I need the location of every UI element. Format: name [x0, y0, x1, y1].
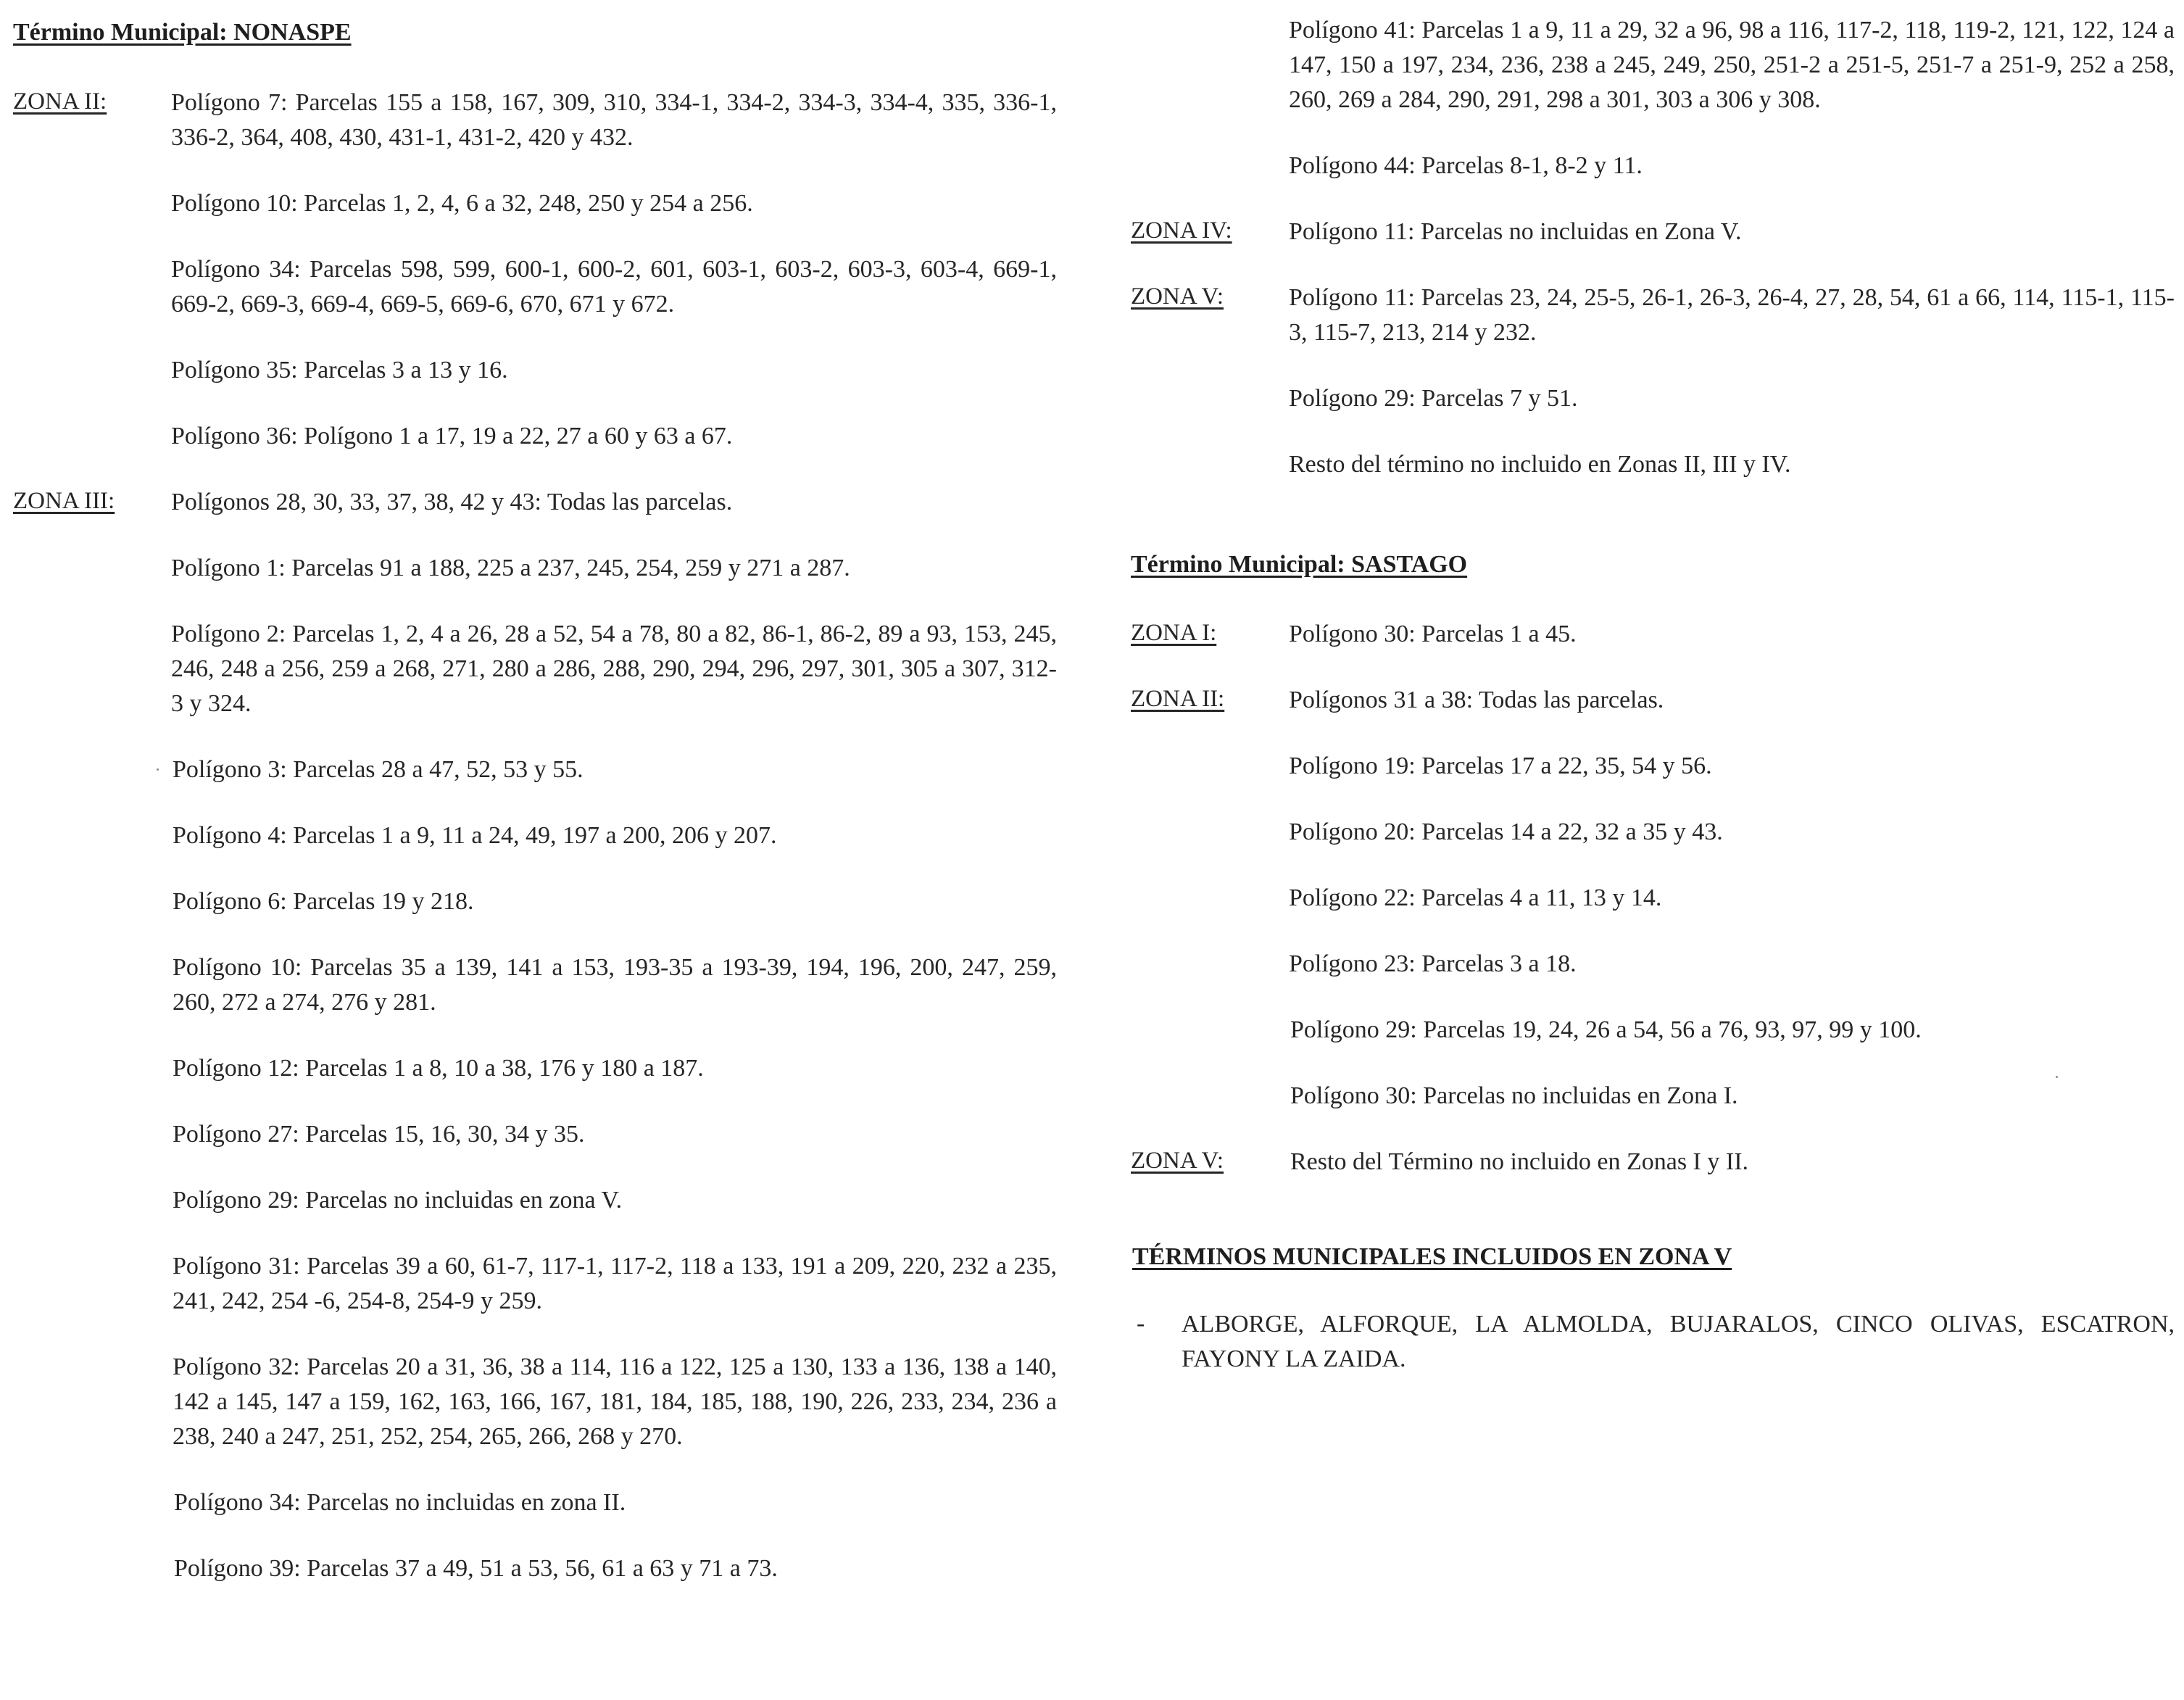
zone-label-ii: ZONA II:	[13, 88, 107, 115]
scan-speck	[157, 768, 159, 771]
parcel-entry: Polígono 10: Parcelas 35 a 139, 141 a 153, 193-35 a 193-39, 194, 196, 200, 247, 259, 260, 272 a 274, 276 y 281.	[173, 954, 1057, 1016]
section-heading-sastago: Término Municipal: SASTAGO	[1131, 551, 1468, 578]
parcel-entry: Polígono 35: Parcelas 3 a 13 y 16.	[171, 357, 508, 383]
parcel-entry: Polígono 19: Parcelas 17 a 22, 35, 54 y 56.	[1289, 752, 1712, 779]
parcel-entry: Polígono 12: Parcelas 1 a 8, 10 a 38, 176 y 180 a 187.	[173, 1055, 704, 1082]
parcel-entry: Polígono 39: Parcelas 37 a 49, 51 a 53, 56, 61 a 63 y 71 a 73.	[174, 1555, 778, 1582]
list-bullet: -	[1137, 1310, 1145, 1337]
parcel-entry: Polígono 1: Parcelas 91 a 188, 225 a 237, 245, 254, 259 y 271 a 287.	[171, 555, 850, 581]
parcel-entry: Polígono 44: Parcelas 8-1, 8-2 y 11.	[1289, 152, 1643, 179]
parcel-entry: Polígono 11: Parcelas 23, 24, 25-5, 26-1, 26-3, 26-4, 27, 28, 54, 61 a 66, 114, 115-1, 115-3, 115-7, 213, 214 y 232.	[1289, 284, 2175, 346]
parcel-entry: Polígono 20: Parcelas 14 a 22, 32 a 35 y 43.	[1289, 818, 1723, 845]
zone-label-iv: ZONA IV:	[1131, 217, 1232, 244]
parcel-entry: Polígono 30: Parcelas 1 a 45.	[1289, 621, 1577, 647]
parcel-entry: Polígonos 28, 30, 33, 37, 38, 42 y 43: Todas las parcelas.	[171, 489, 733, 515]
zone-label-i: ZONA I:	[1131, 620, 1217, 646]
parcel-entry: Polígono 30: Parcelas no incluidas en Zona I.	[1290, 1082, 1738, 1109]
zone-label-iii: ZONA III:	[13, 488, 115, 514]
parcel-entry: Polígono 41: Parcelas 1 a 9, 11 a 29, 32 a 96, 98 a 116, 117-2, 118, 119-2, 121, 122, 124 a 147, 150 a 197, 234, 236, 238 a 245, 249, 250, 251-2 a 251-5, 251-7 a 251-9, 252 a 258, 260, 269 a 284, 290, 291, 298 a 301, 303 a 306 y 308.	[1289, 17, 2175, 113]
zone-label-v: ZONA V:	[1131, 283, 1224, 310]
parcel-entry: Polígono 4: Parcelas 1 a 9, 11 a 24, 49, 197 a 200, 206 y 207.	[173, 822, 777, 849]
municipality-list: ALBORGE, ALFORQUE, LA ALMOLDA, BUJARALOS, CINCO OLIVAS, ESCATRON, FAYONY LA ZAIDA.	[1182, 1311, 2175, 1372]
parcel-entry: Polígono 2: Parcelas 1, 2, 4 a 26, 28 a 52, 54 a 78, 80 a 82, 86-1, 86-2, 89 a 93, 153, 245, 246, 248 a 256, 259 a 268, 271, 280 a 286, 288, 290, 294, 296, 297, 301, 305 a 307, 312-3 y 324.	[171, 621, 1057, 717]
parcel-entry: Polígono 34: Parcelas no incluidas en zona II.	[174, 1489, 626, 1516]
parcel-entry: Polígono 29: Parcelas 7 y 51.	[1289, 385, 1578, 412]
parcel-entry: Polígono 34: Parcelas 598, 599, 600-1, 600-2, 601, 603-1, 603-2, 603-3, 603-4, 669-1, 669-2, 669-3, 669-4, 669-5, 669-6, 670, 671 y 672.	[171, 256, 1057, 318]
parcel-entry: Polígono 32: Parcelas 20 a 31, 36, 38 a 114, 116 a 122, 125 a 130, 133 a 136, 138 a 140, 142 a 145, 147 a 159, 162, 163, 166, 167, 181, 184, 185, 188, 190, 226, 233, 234, 236 a 238, 240 a 247, 251, 252, 254, 265, 266, 268 y 270.	[173, 1353, 1057, 1450]
parcel-entry: Polígono 27: Parcelas 15, 16, 30, 34 y 35.	[173, 1121, 585, 1148]
parcel-entry: Polígono 23: Parcelas 3 a 18.	[1289, 950, 1577, 977]
parcel-entry: Polígono 29: Parcelas 19, 24, 26 a 54, 56 a 76, 93, 97, 99 y 100.	[1290, 1016, 1922, 1043]
zone-label-v: ZONA V:	[1131, 1148, 1224, 1174]
section-heading-zona-v: TÉRMINOS MUNICIPALES INCLUIDOS EN ZONA V	[1132, 1243, 1732, 1270]
parcel-entry: Polígono 10: Parcelas 1, 2, 4, 6 a 32, 248, 250 y 254 a 256.	[171, 190, 753, 217]
parcel-entry: Polígono 6: Parcelas 19 y 218.	[173, 888, 474, 915]
parcel-entry: Polígono 29: Parcelas no incluidas en zona V.	[173, 1187, 623, 1214]
parcel-entry: Polígonos 31 a 38: Todas las parcelas.	[1289, 687, 1664, 713]
zone-label-ii: ZONA II:	[1131, 686, 1225, 712]
parcel-entry: Polígono 22: Parcelas 4 a 11, 13 y 14.	[1289, 884, 1662, 911]
scan-speck	[2056, 1076, 2058, 1078]
parcel-entry: Polígono 7: Parcelas 155 a 158, 167, 309, 310, 334-1, 334-2, 334-3, 334-4, 335, 336-1, 336-2, 364, 408, 430, 431-1, 431-2, 420 y 432.	[171, 89, 1057, 151]
parcel-entry: Resto del término no incluido en Zonas II, III y IV.	[1289, 451, 1791, 478]
section-heading-nonaspe: Término Municipal: NONASPE	[13, 19, 352, 46]
parcel-entry: Resto del Término no incluido en Zonas I y II.	[1290, 1148, 1749, 1175]
parcel-entry: Polígono 11: Parcelas no incluidas en Zona V.	[1289, 218, 1742, 245]
parcel-entry: Polígono 31: Parcelas 39 a 60, 61-7, 117-1, 117-2, 118 a 133, 191 a 209, 220, 232 a 235, 241, 242, 254 -6, 254-8, 254-9 y 259.	[173, 1253, 1057, 1314]
parcel-entry: Polígono 3: Parcelas 28 a 47, 52, 53 y 55.	[173, 756, 584, 783]
parcel-entry: Polígono 36: Polígono 1 a 17, 19 a 22, 27 a 60 y 63 a 67.	[171, 423, 733, 449]
